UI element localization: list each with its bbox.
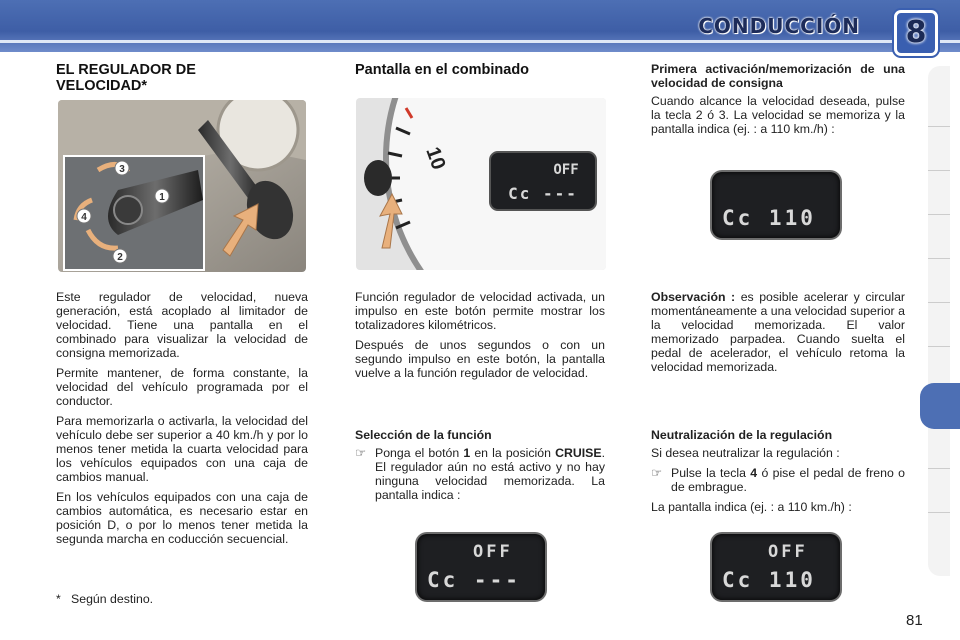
pointing-hand-icon: ☞ [355, 446, 367, 460]
key-number: 4 [750, 466, 758, 480]
observation-label: Observación : [651, 290, 736, 304]
subheading-neutralization: Neutralización de la regulación [651, 428, 833, 442]
cluster-lcd-line1: OFF [553, 162, 579, 178]
chapter-number-badge: 8 [894, 10, 938, 56]
callout-3: 3 [119, 164, 125, 175]
chapter-tab-divider [928, 126, 950, 127]
text-run: . El regulador aún no está activo y no hay ninguna velocidad memorizada. La pantalla indica : [375, 446, 605, 502]
chapter-tab-divider [928, 302, 950, 303]
lcd-line2: Cc --- [427, 568, 521, 592]
text-run: Pulse la tecla [671, 466, 746, 480]
lcd-line1: OFF [473, 542, 513, 562]
footnote-text: Según destino. [71, 592, 154, 606]
chapter-tab-divider [928, 512, 950, 513]
paragraph: La pantalla indica (ej. : a 110 km./h) : [651, 500, 852, 514]
subheading-activation: Primera activación/memorización de una velocidad de consigna [651, 62, 905, 90]
activation-section [651, 62, 905, 142]
lcd-line1: OFF [768, 542, 808, 562]
intro-text [56, 290, 308, 552]
text-run: en la posición [474, 446, 551, 460]
chapter-tab-divider [928, 346, 950, 347]
chapter-tab-rail [928, 66, 950, 576]
pointing-hand-icon: ☞ [651, 466, 663, 480]
section-heading-cruise-control [56, 62, 296, 94]
chapter-tab-divider [928, 170, 950, 171]
bullet-text [671, 466, 905, 494]
lcd-display-off [417, 534, 545, 600]
section-heading-display: Pantalla en el combinado [355, 62, 530, 78]
bullet-item [355, 446, 605, 502]
heading-line: EL REGULADOR DE [56, 62, 196, 78]
lcd-line2: Cc 110 [722, 206, 816, 230]
paragraph [651, 290, 905, 374]
paragraph: Función regulador de velocidad activada, un impulso en este botón permite mostrar los totalizadores kilométricos. [355, 290, 605, 332]
footnote-mark: * [56, 592, 61, 606]
observation-text: es posible acelerar y circular momentáneamente a una velocidad superior a la velocidad memorizada. El valor memorizado parpadea. Cuando suelta el pedal de acelerador, el vehículo retoma la velocidad memorizada. [651, 290, 906, 374]
neutralization-section [651, 428, 905, 520]
paragraph: Cuando alcance la velocidad deseada, pulse la tecla 2 ó 3. La velocidad se memoriza y la pantalla indica (ej. : a 110 km./h) : [651, 94, 905, 136]
lcd-display-memorized [712, 172, 840, 238]
gauge-number: 10 [421, 144, 450, 173]
page-number: 81 [906, 612, 923, 629]
observation-note [651, 290, 905, 380]
steering-stalk-illustration [58, 100, 306, 272]
paragraph: En los vehículos equipados con una caja de cambios automática, es necesario estar en posición D, o por lo menos tener metida la segunda marcha en coducción secuencial. [56, 490, 308, 546]
lcd-line2: Cc 110 [722, 568, 816, 592]
steering-stalk-photo [58, 100, 306, 272]
subheading-selection: Selección de la función [355, 428, 492, 442]
instrument-cluster-illustration [356, 98, 606, 270]
chapter-title: CONDUCCIÓN [698, 14, 860, 38]
text-run: Ponga el botón [375, 446, 460, 460]
header-divider [0, 40, 960, 43]
chapter-tab-divider [928, 468, 950, 469]
chapter-tab-divider [928, 258, 950, 259]
callout-2: 2 [117, 252, 123, 263]
cruise-position: CRUISE [555, 446, 602, 460]
bullet-text [375, 446, 605, 502]
paragraph: Este regulador de velocidad, nueva generación, está acoplado al limitador de velocidad. Tiene una pantalla en el combinado para visualizar la velocidad de consigna memorizada. [56, 290, 308, 360]
text-run: ó pise el pedal de freno o de embrague. [671, 466, 905, 494]
lcd-display-neutralized [712, 534, 840, 600]
callout-1: 1 [159, 192, 165, 203]
key-number: 1 [463, 446, 471, 460]
function-selection [355, 428, 605, 502]
instrument-panel-photo [356, 98, 606, 270]
paragraph: Si desea neutralizar la regulación : [651, 446, 840, 460]
heading-line: VELOCIDAD* [56, 78, 148, 94]
chapter-tab-divider [928, 214, 950, 215]
footnote [56, 592, 153, 606]
callout-4: 4 [81, 212, 87, 223]
bullet-item [651, 466, 905, 494]
paragraph: Permite mantener, de forma constante, la velocidad del vehículo programada por el conductor. [56, 366, 308, 408]
cluster-lcd-line2: Cc --- [508, 184, 578, 203]
chapter-tab-active[interactable] [920, 383, 960, 429]
paragraph: Después de unos segundos o con un segundo impulso en este botón, la pantalla vuelve a la función regulador de velocidad. [355, 338, 605, 380]
display-description [355, 290, 605, 386]
paragraph: Para memorizarla o activarla, la velocidad del vehículo debe ser superior a 40 km./h y por lo menos tener metida la cuarta velocidad para los vehículos equipados con una caja de cambios manual. [56, 414, 308, 484]
